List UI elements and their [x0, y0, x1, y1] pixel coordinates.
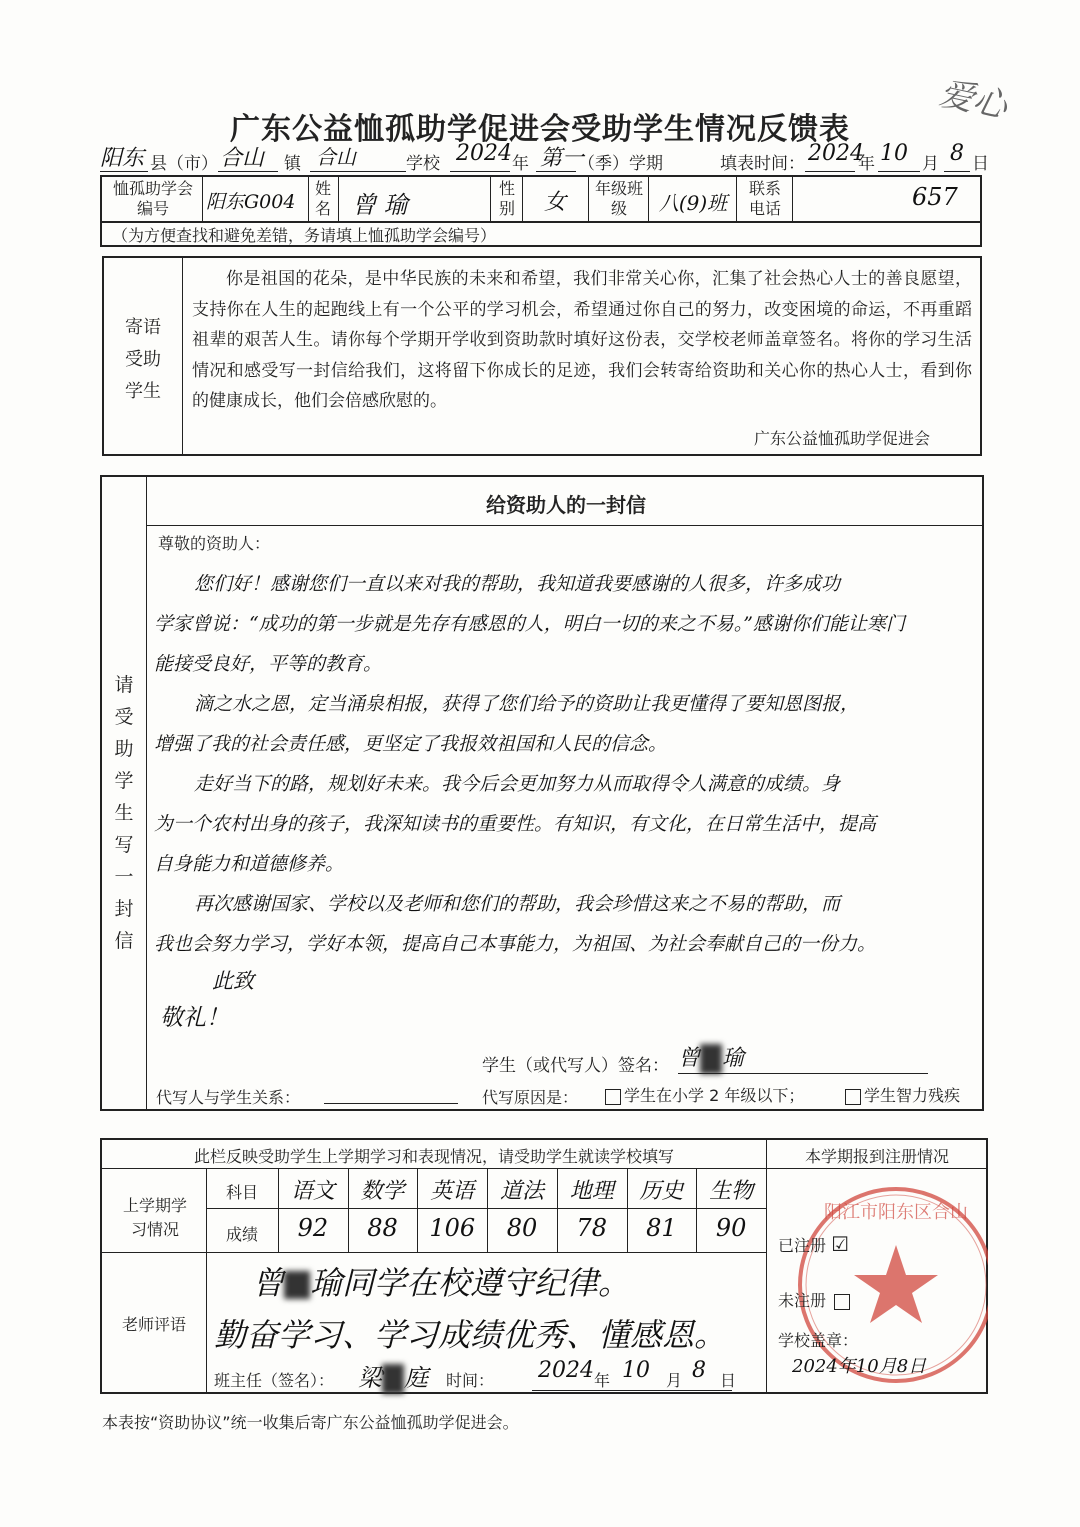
- letter-line: 我也会努力学习，学好本领，提高自己本事能力，为祖国、为社会奉献自己的一份力。: [154, 933, 877, 955]
- study-label: 上学期学习情况: [122, 1196, 187, 1239]
- corner-note: 爱心: [935, 73, 1011, 127]
- student-sign-1: 曾: [678, 1046, 701, 1071]
- subject-cell: 生物: [709, 1179, 754, 1204]
- stamp-date: 2024年10月8日: [792, 1356, 927, 1377]
- score-cell: 78: [576, 1214, 607, 1242]
- member-no-label: 恤孤助学会编号: [112, 179, 193, 218]
- subject-cell: 道法: [499, 1179, 544, 1204]
- time-day: 8: [692, 1358, 706, 1383]
- registered-label: 已注册: [778, 1236, 827, 1255]
- comment-line-1b: 瑜同学在校遵守纪律。: [310, 1264, 631, 1302]
- letter-closing-1: 此致: [212, 969, 254, 993]
- town-value: 合山: [220, 146, 265, 171]
- gender-value: 女: [543, 190, 566, 215]
- school-label: 学校: [406, 154, 440, 174]
- info-note: （为方便查找和避免差错，务请填上恤孤助学会编号）: [112, 226, 497, 245]
- letter-line: 增强了我的社会责任感，更坚定了我报效祖国和人民的信念。: [154, 733, 668, 755]
- school-section: [100, 1138, 988, 1394]
- reason-2-checkbox[interactable]: [845, 1089, 861, 1105]
- redaction-mark: [284, 1271, 310, 1299]
- page-title: 广东公益恤孤助学促进会受助学生情况反馈表: [230, 112, 850, 147]
- phone-label: 联系电话: [748, 179, 781, 218]
- county-value: 阳东: [100, 146, 145, 171]
- letter-box: [100, 475, 984, 1111]
- class-label: 年级班级: [594, 179, 643, 218]
- proxy-reason-label: 代写原因是：: [482, 1088, 579, 1107]
- gender-label: 性别: [498, 179, 515, 218]
- teacher-comment: [252, 1258, 630, 1304]
- letter-closing-2: 敬礼！: [160, 1005, 229, 1031]
- proxy-reason-option-2[interactable]: [842, 1083, 960, 1106]
- letter-line: 为一个农村出身的孩子，我深知读书的重要性。有知识，有文化，在日常生活中，提高: [154, 813, 877, 835]
- fill-day: 8: [950, 141, 964, 166]
- stamp-text: 阳江市阳东区合山: [824, 1202, 968, 1223]
- registered-checkbox[interactable]: ☑: [831, 1232, 850, 1256]
- name-value: 曾 瑜: [352, 191, 408, 219]
- teacher-sign-label: 班主任（签名）：: [214, 1371, 335, 1390]
- footer-note: 本表按“资助协议”统一收集后寄广东公益恤孤助学促进会。: [102, 1413, 519, 1432]
- proxy-reason-option-1[interactable]: [602, 1083, 804, 1106]
- school-value: 合山: [316, 145, 356, 169]
- unregistered-checkbox[interactable]: [834, 1294, 850, 1310]
- student-signature: [678, 1041, 744, 1074]
- member-no-value: 阳东G004: [206, 191, 296, 213]
- reason-2-text: 学生智力残疾: [864, 1086, 961, 1105]
- subject-cell: 英语: [430, 1179, 475, 1204]
- message-label: 寄语受助学生: [125, 317, 161, 402]
- letter-title: 给资助人的一封信: [486, 493, 646, 517]
- reason-1-text: 学生在小学 2 年级以下；: [624, 1086, 805, 1105]
- letter-line: 滴之水之恩，定当涌泉相报，获得了您们给予的资助让我更懂得了要知恩图报，: [194, 693, 860, 715]
- unregistered-option[interactable]: [778, 1288, 853, 1311]
- score-cell: 81: [646, 1214, 677, 1242]
- teacher-signature: [358, 1358, 428, 1394]
- letter-side-label: 请受助学生写一封信: [114, 674, 134, 952]
- proxy-relation-label: 代写人与学生关系：: [156, 1088, 301, 1107]
- letter-line: 您们好！感谢您们一直以来对我的帮助，我知道我要感谢的人很多，许多成功: [194, 573, 841, 595]
- student-sign-2: 瑜: [722, 1046, 745, 1071]
- comment-line-2: 勤奋学习、学习成绩优秀、懂感恩。: [214, 1316, 727, 1354]
- subject-cell: 历史: [639, 1179, 684, 1204]
- comment-line-1a: 曾: [252, 1264, 285, 1302]
- redaction-mark: [382, 1364, 404, 1394]
- info-table: [100, 175, 982, 223]
- fill-year: 2024: [808, 141, 864, 166]
- class-value: 八(9)班: [658, 191, 728, 215]
- county-label: 县（市）: [150, 154, 218, 174]
- time-label: 时间：: [446, 1371, 495, 1390]
- letter-line: 能接受良好，平等的教育。: [154, 653, 383, 675]
- message-signature: 广东公益恤孤助学促进会: [753, 429, 930, 448]
- time-year: 2024: [538, 1358, 594, 1383]
- fill-time-label: 填表时间：: [720, 154, 805, 174]
- info-note-row: [100, 221, 982, 247]
- registration-header: 本学期报到注册情况: [804, 1147, 949, 1166]
- fill-year-unit: 年: [858, 154, 875, 174]
- score-cell: 92: [297, 1214, 329, 1242]
- fill-day-unit: 日: [972, 154, 989, 174]
- sign-label: 学生（或代写人）签名：: [482, 1056, 669, 1076]
- subject-cell: 语文: [290, 1179, 335, 1204]
- letter-line: 学家曾说：“成功的第一步就是先存有感恩的人，明白一切的来之不易。”感谢你们能让寒门: [154, 613, 905, 635]
- score-cell: 106: [429, 1214, 476, 1242]
- school-section-header: 此栏反映受助学生上学期学习和表现情况，请受助学生就读学校填写: [193, 1147, 674, 1166]
- comment-label: 老师评语: [121, 1315, 186, 1334]
- year-value: 2024: [456, 141, 512, 166]
- letter-line: 再次感谢国家、学校以及老师和您们的帮助，我会珍惜这来之不易的帮助，而: [194, 893, 841, 915]
- score-cell: 90: [715, 1214, 747, 1242]
- registered-option[interactable]: [778, 1232, 849, 1256]
- letter-greeting: 尊敬的资助人：: [158, 534, 271, 553]
- time-day-unit: 日: [720, 1371, 737, 1390]
- reason-1-checkbox[interactable]: [605, 1089, 621, 1105]
- subject-label: 科目: [225, 1183, 258, 1202]
- score-label: 成绩: [225, 1225, 258, 1244]
- name-label: 姓名: [314, 179, 331, 218]
- teacher-sign-1: 梁: [358, 1364, 382, 1392]
- score-cell: 88: [367, 1214, 398, 1242]
- time-month-unit: 月: [666, 1371, 683, 1390]
- unregistered-label: 未注册: [778, 1291, 827, 1310]
- term-label: （季）学期: [578, 154, 663, 174]
- term-value: 第一: [540, 146, 585, 171]
- time-year-unit: 年: [594, 1371, 611, 1390]
- subject-cell: 数学: [360, 1179, 405, 1204]
- fill-month: 10: [880, 141, 908, 166]
- teacher-sign-2: 庭: [404, 1364, 428, 1392]
- fill-month-unit: 月: [922, 154, 939, 174]
- header-line: [100, 141, 1000, 177]
- redaction-mark: [700, 1044, 722, 1074]
- letter-line: 走好当下的路，规划好未来。我今后会更加努力从而取得令人满意的成绩。身: [194, 773, 841, 795]
- subject-cell: 地理: [569, 1179, 614, 1204]
- stamp-label: 学校盖章：: [778, 1331, 859, 1350]
- time-month: 10: [622, 1358, 650, 1383]
- message-box: [102, 256, 982, 456]
- letter-line: 自身能力和道德修养。: [154, 853, 345, 875]
- town-label: 镇: [284, 154, 301, 174]
- score-cell: 80: [506, 1214, 538, 1242]
- message-body: 你是祖国的花朵，是中华民族的未来和希望，我们非常关心你，汇集了社会热心人士的善良愿望，支持你在人生的起跑线上有一个公平的学习机会，希望通过你自己的努力，改变困境的命运，不再重蹈祖辈的艰苦人生。请你每个学期开学收到资助款时填好这份表，交学校老师盖章签名。将你的学习生活情况和感受写一封信给我们，这将留下你成长的足迹，我们会转寄给资助和关心你的热心人士，看到你的健康成长，他们会倍感欣慰的。: [192, 269, 972, 411]
- year-label: 年: [512, 154, 529, 174]
- phone-value: 657: [912, 183, 958, 211]
